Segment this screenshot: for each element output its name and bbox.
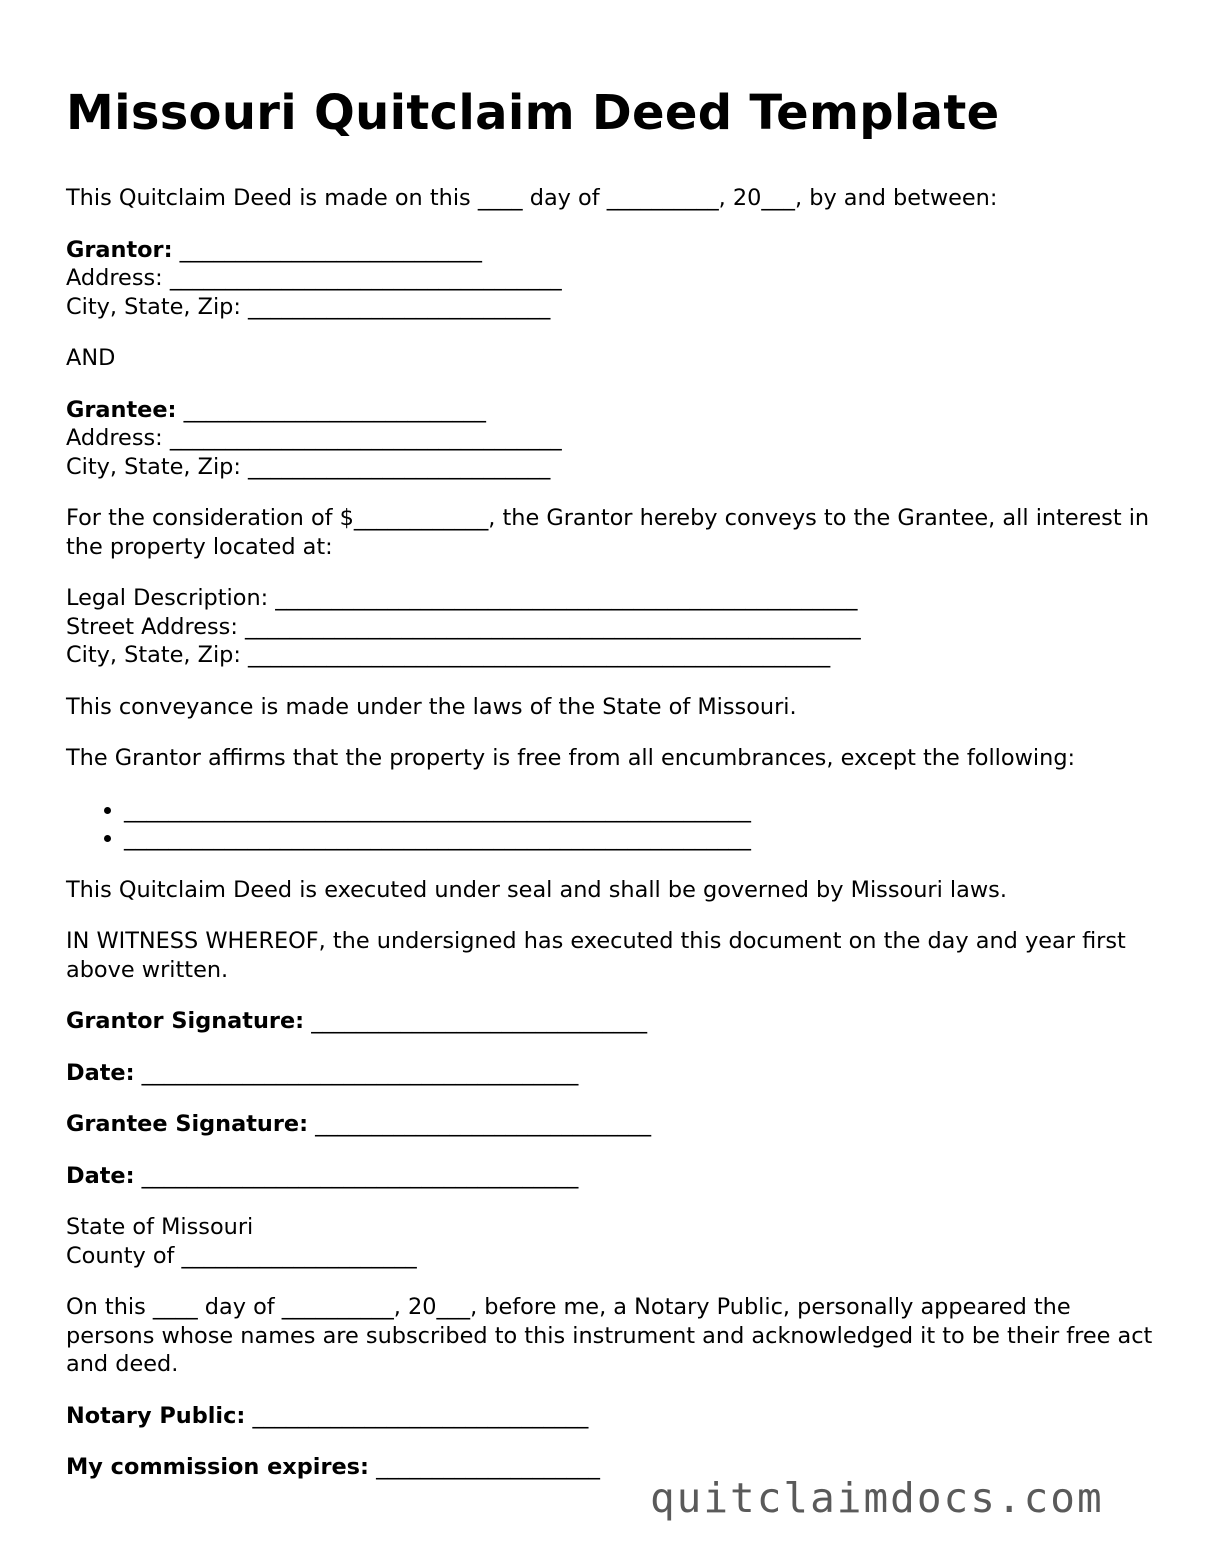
encumbrance-item[interactable]: • ________________________________________________________ bbox=[124, 824, 1156, 853]
grantor-name-field[interactable]: ___________________________ bbox=[172, 236, 482, 263]
grantor-signature-field[interactable]: ______________________________ bbox=[304, 1008, 648, 1034]
grantor-label: Grantor: bbox=[66, 236, 173, 263]
grantee-block bbox=[66, 396, 1156, 482]
document-body bbox=[66, 82, 1156, 1505]
page-title: Missouri Quitclaim Deed Template bbox=[66, 85, 1000, 141]
grantor-signature-label: Grantor Signature: bbox=[66, 1008, 305, 1034]
county-field[interactable]: County of _____________________ bbox=[66, 1242, 417, 1269]
grantee-signature-label: Grantee Signature: bbox=[66, 1111, 309, 1137]
grantor-signature-line bbox=[66, 1007, 1156, 1036]
watermark: quitclaimdocs.com bbox=[650, 1474, 1104, 1522]
consideration-paragraph: For the consideration of $____________, the Grantor hereby conveys to the Grantee, all interest in the property located at: bbox=[66, 505, 1150, 560]
notary-public-line bbox=[66, 1402, 1156, 1431]
grantee-signature-field[interactable]: ______________________________ bbox=[308, 1111, 652, 1137]
notary-venue bbox=[66, 1213, 1156, 1270]
property-block bbox=[66, 584, 1156, 670]
property-city-field[interactable]: City, State, Zip: ____________________________________________________ bbox=[66, 642, 831, 668]
notary-public-label: Notary Public: bbox=[66, 1402, 246, 1429]
encumbrance-list bbox=[66, 796, 1156, 853]
grantee-label: Grantee: bbox=[66, 396, 177, 423]
street-address-field[interactable]: Street Address: _______________________________________________________ bbox=[66, 613, 861, 640]
seal-paragraph: This Quitclaim Deed is executed under seal and shall be governed by Missouri laws. bbox=[66, 876, 1007, 903]
laws-paragraph: This conveyance is made under the laws of the State of Missouri. bbox=[66, 693, 797, 720]
and-text: AND bbox=[66, 345, 116, 371]
commission-label: My commission expires: bbox=[66, 1454, 369, 1480]
intro-paragraph: This Quitclaim Deed is made on this ____ day of __________, 20___, by and between: bbox=[66, 185, 998, 211]
commission-field[interactable]: ____________________ bbox=[368, 1454, 600, 1480]
legal-description-field[interactable]: Legal Description: ____________________________________________________ bbox=[66, 585, 858, 611]
grantee-signature-line bbox=[66, 1110, 1156, 1139]
notary-public-field[interactable]: ______________________________ bbox=[245, 1402, 589, 1429]
date-field-2[interactable]: _______________________________________ bbox=[134, 1162, 579, 1189]
affirm-paragraph: The Grantor affirms that the property is free from all encumbrances, except the following: bbox=[66, 745, 1076, 771]
witness-paragraph: IN WITNESS WHEREOF, the undersigned has executed this document on the day and year first above written. bbox=[66, 928, 1126, 983]
grantee-name-field[interactable]: ___________________________ bbox=[176, 396, 486, 423]
date-field-1[interactable]: _______________________________________ bbox=[134, 1059, 579, 1086]
date-line-1 bbox=[66, 1059, 1156, 1088]
encumbrance-item[interactable]: • ________________________________________________________ bbox=[124, 796, 1156, 825]
grantor-city-field[interactable]: City, State, Zip: ___________________________ bbox=[66, 293, 551, 320]
state-text: State of Missouri bbox=[66, 1214, 254, 1240]
grantor-address-field[interactable]: Address: ___________________________________ bbox=[66, 265, 562, 291]
notary-paragraph: On this ____ day of __________, 20___, before me, a Notary Public, personally appeared the persons whose names are subscribed to this instrument and acknowledged it to be their free act and deed. bbox=[66, 1294, 1153, 1377]
grantee-address-field[interactable]: Address: ___________________________________ bbox=[66, 425, 562, 451]
date-label-1: Date: bbox=[66, 1059, 135, 1086]
date-line-2 bbox=[66, 1162, 1156, 1191]
grantor-block bbox=[66, 236, 1156, 322]
grantee-city-field[interactable]: City, State, Zip: ___________________________ bbox=[66, 453, 551, 480]
date-label-2: Date: bbox=[66, 1162, 135, 1189]
